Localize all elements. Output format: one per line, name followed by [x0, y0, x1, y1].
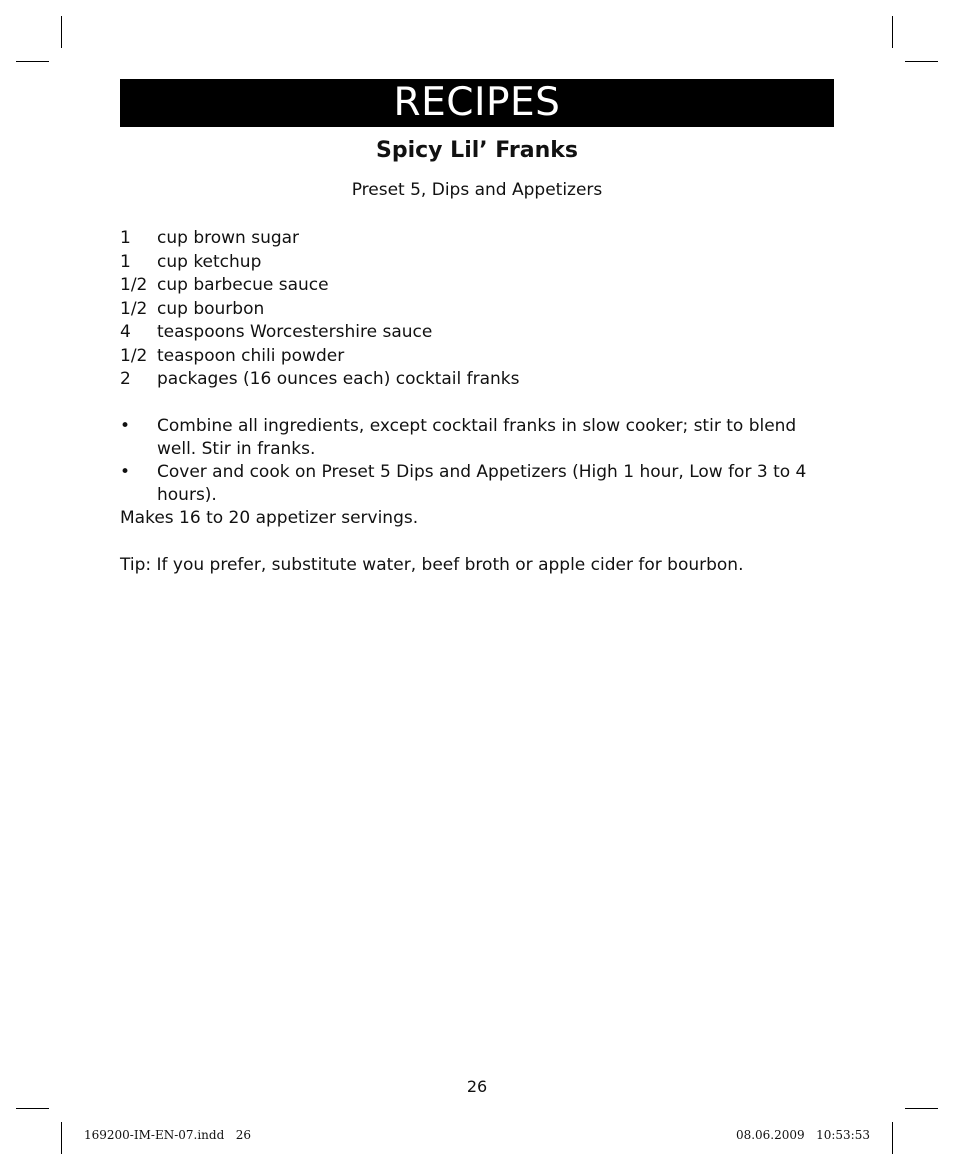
- crop-mark: [892, 1122, 893, 1154]
- ingredient-row: [120, 227, 834, 251]
- crop-mark: [892, 16, 893, 48]
- ingredient-qty: 4: [120, 322, 131, 342]
- servings-note: Makes 16 to 20 appetizer servings.: [120, 508, 419, 528]
- ingredient-row: [120, 298, 834, 322]
- print-timestamp: 08.06.2009 10:53:53: [735, 1128, 870, 1142]
- ingredient-item: cup bourbon: [157, 298, 265, 319]
- instruction-step: [120, 461, 834, 507]
- ingredient-item: packages (16 ounces each) cocktail franks: [157, 369, 520, 389]
- ingredient-qty: 1/2: [120, 298, 148, 319]
- ingredient-row: [120, 251, 834, 275]
- ingredient-item: teaspoons Worcestershire sauce: [157, 322, 433, 342]
- crop-mark: [16, 61, 49, 62]
- ingredient-item: cup barbecue sauce: [157, 275, 329, 295]
- page-number: 26: [466, 1077, 488, 1096]
- instruction-list: [120, 415, 834, 507]
- section-banner: RECIPES: [120, 79, 834, 127]
- ingredient-row: [120, 368, 834, 392]
- recipe-title: Spicy Lil’ Franks: [376, 138, 578, 163]
- ingredient-item: cup brown sugar: [157, 228, 300, 248]
- ingredient-item: teaspoon chili powder: [157, 345, 345, 366]
- ingredient-row: [120, 345, 834, 369]
- ingredient-row: [120, 274, 834, 298]
- instruction-text: Combine all ingredients, except cocktail franks in slow cooker; stir to blend well. Stir in franks.: [157, 416, 797, 459]
- ingredient-qty: 2: [120, 369, 131, 389]
- tip-note: Tip: If you prefer, substitute water, beef broth or apple cider for bourbon.: [120, 555, 744, 575]
- crop-mark: [905, 1108, 938, 1109]
- crop-mark: [905, 61, 938, 62]
- crop-mark: [16, 1108, 49, 1109]
- recipe-subtitle: Preset 5, Dips and Appetizers: [351, 180, 603, 200]
- crop-mark: [61, 16, 62, 48]
- bullet-icon: •: [120, 462, 131, 482]
- bullet-icon: •: [120, 416, 131, 436]
- instruction-text: Cover and cook on Preset 5 Dips and Appetizers (High 1 hour, Low for 3 to 4 hours).: [157, 462, 807, 505]
- crop-mark: [61, 1122, 62, 1154]
- ingredient-qty: 1: [120, 228, 131, 248]
- ingredient-qty: 1: [120, 251, 131, 272]
- ingredient-row: [120, 321, 834, 345]
- ingredient-qty: 1/2: [120, 345, 148, 366]
- ingredient-item: cup ketchup: [157, 251, 262, 272]
- file-slug: 169200-IM-EN-07.indd 26: [84, 1128, 251, 1142]
- ingredient-list: [120, 227, 834, 392]
- instruction-step: [120, 415, 834, 461]
- ingredient-qty: 1/2: [120, 275, 148, 295]
